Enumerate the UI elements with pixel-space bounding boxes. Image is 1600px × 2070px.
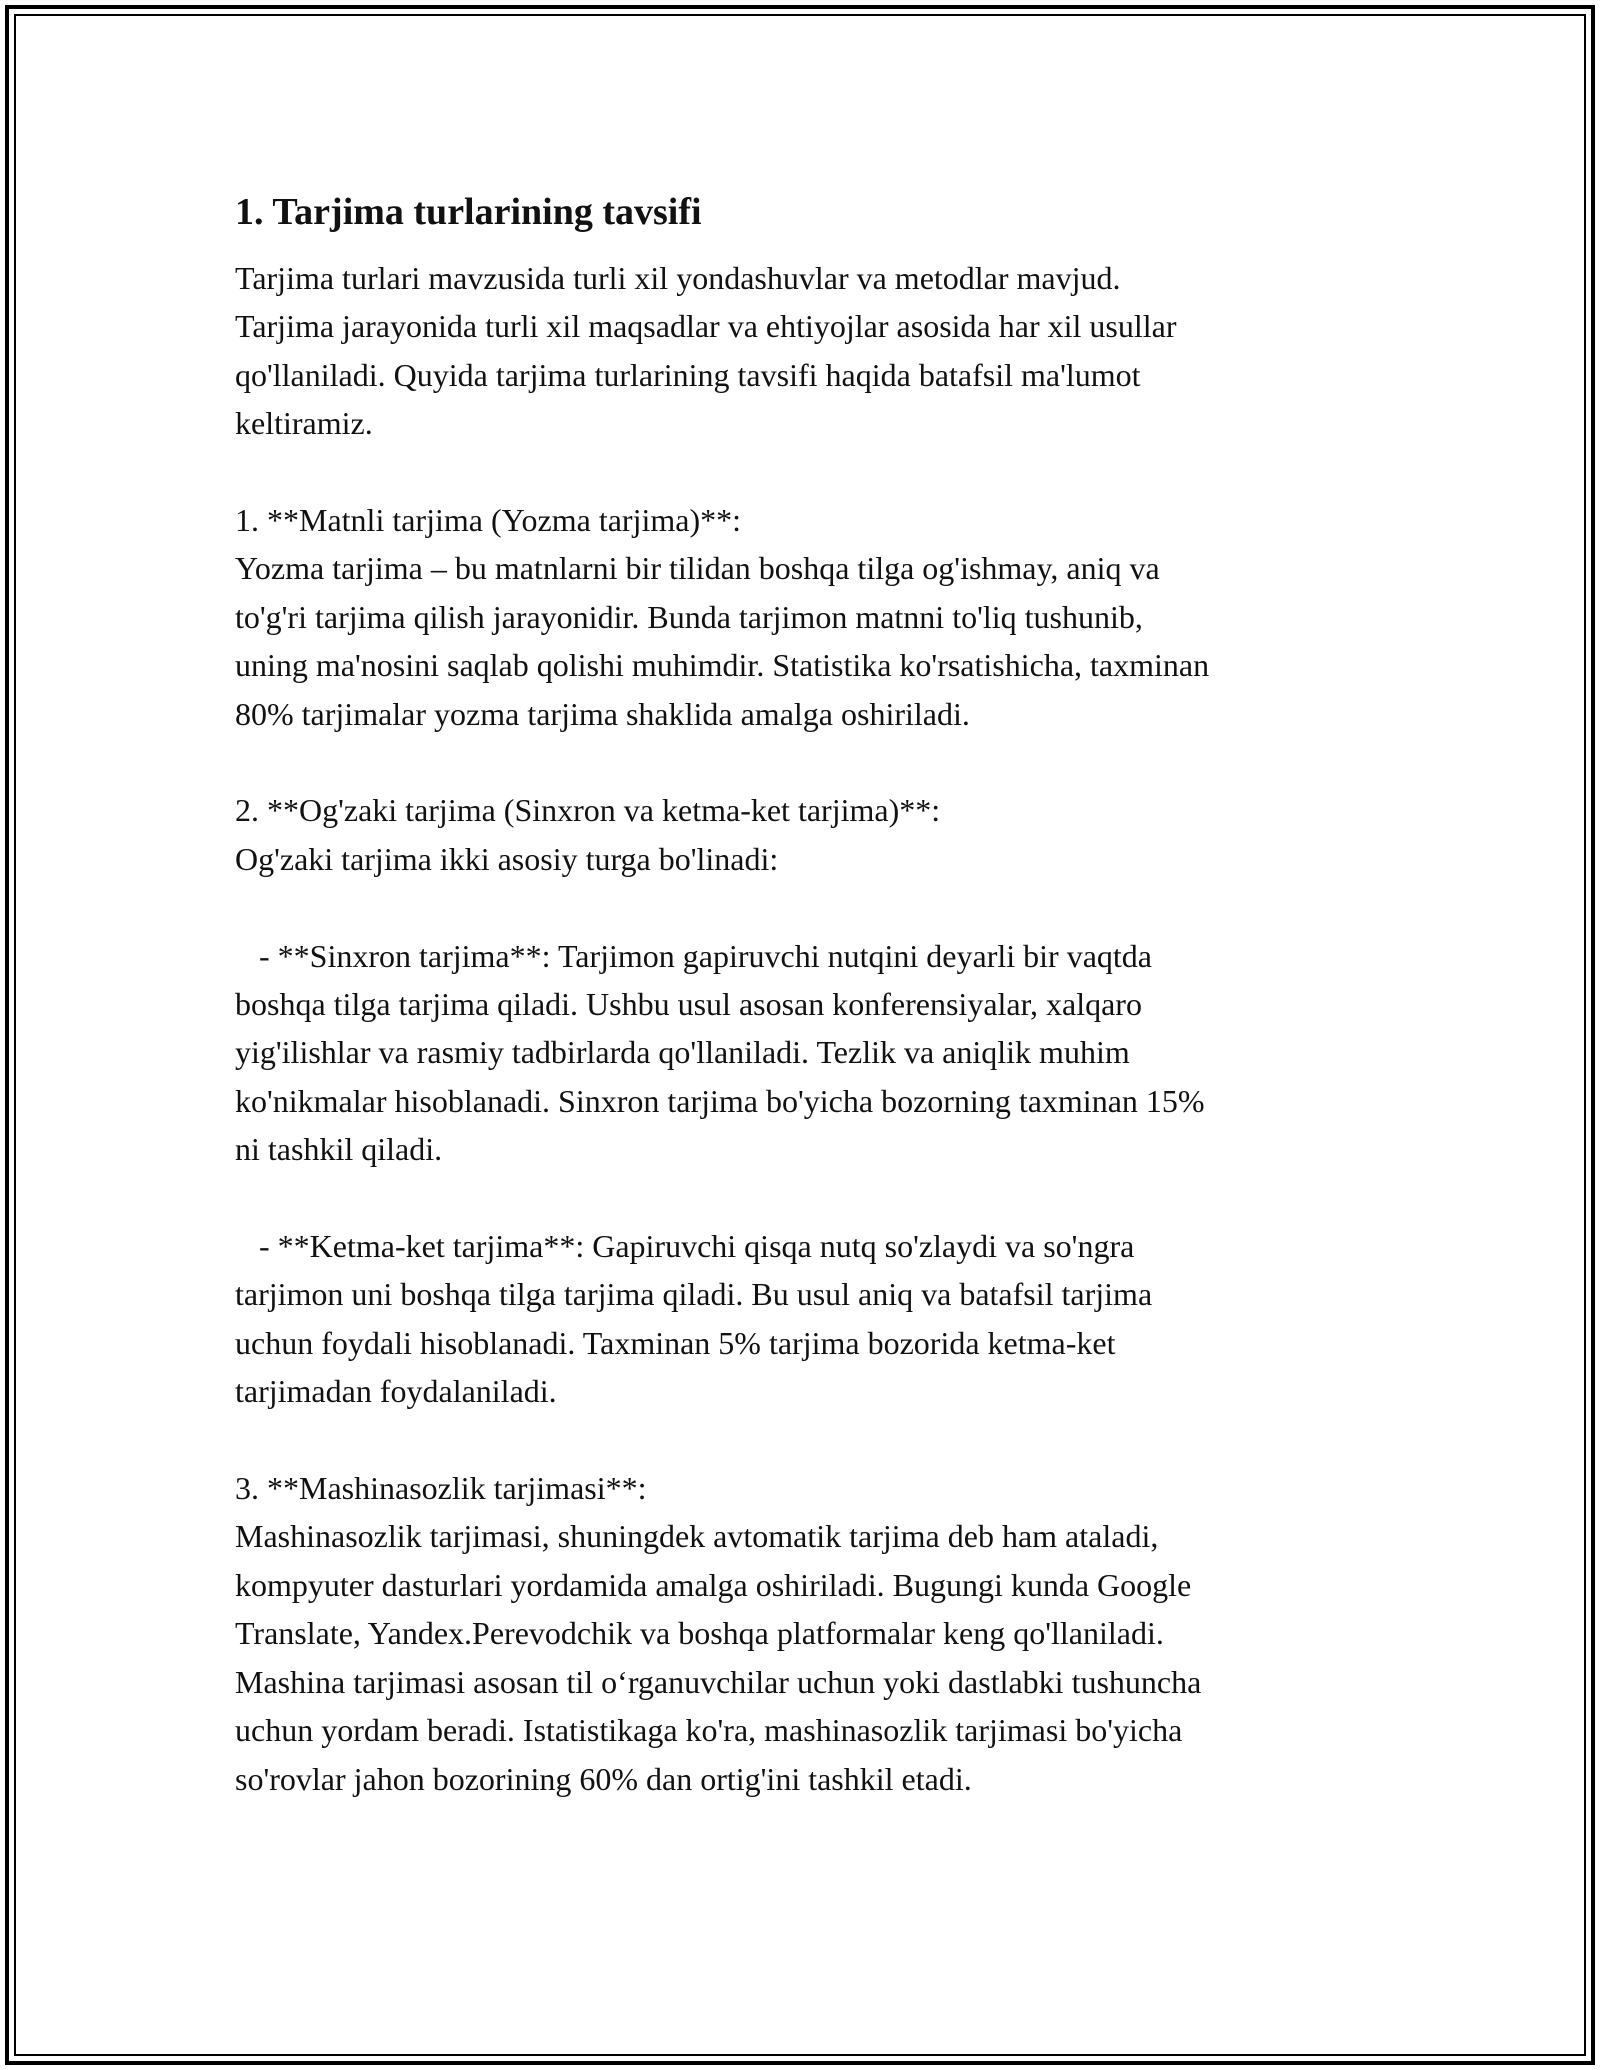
text-line: Og'zaki tarjima ikki asosiy turga bo'linadi: xyxy=(235,840,779,877)
text-line: Translate, Yandex.Perevodchik va boshqa platformalar keng qo'llaniladi. xyxy=(235,1615,1164,1652)
text-line: uning ma'nosini saqlab qolishi muhimdir. Statistika ko'rsatishicha, taxminan xyxy=(235,647,1210,684)
text-line: to'g'ri tarjima qilish jarayonidir. Bunda tarjimon matnni to'liq tushunib, xyxy=(235,598,1143,635)
section-heading: 3. **Mashinasozlik tarjimasi**: xyxy=(235,1470,647,1507)
text-line: qo'llaniladi. Quyida tarjima turlarining tavsifi haqida batafsil ma'lumot xyxy=(235,356,1141,393)
subsection-consecutive xyxy=(235,1222,1375,1416)
text-line: kompyuter dasturlari yordamida amalga oshiriladi. Bugungi kunda Google xyxy=(235,1566,1192,1603)
intro-paragraph xyxy=(235,254,1375,448)
section-machine-translation xyxy=(235,1464,1375,1803)
text-line: keltiramiz. xyxy=(235,405,373,442)
text-line: boshqa tilga tarjima qiladi. Ushbu usul asosan konferensiyalar, xalqaro xyxy=(235,986,1142,1023)
text-line: tarjimadan foydalaniladi. xyxy=(235,1373,557,1410)
text-line: tarjimon uni boshqa tilga tarjima qiladi. Bu usul aniq va batafsil tarjima xyxy=(235,1276,1153,1313)
document-title: 1. Tarjima turlarining tavsifi xyxy=(235,191,702,233)
section-written-translation xyxy=(235,496,1375,738)
paragraph-gap xyxy=(235,738,1375,786)
text-line: - **Sinxron tarjima**: Tarjimon gapiruvchi nutqini deyarli bir vaqtda xyxy=(235,937,1152,974)
section-heading: 1. **Matnli tarjima (Yozma tarjima)**: xyxy=(235,502,741,539)
text-line: Mashina tarjimasi asosan til o‘rganuvchilar uchun yoki dastlabki tushuncha xyxy=(235,1663,1202,1700)
text-line: Tarjima turlari mavzusida turli xil yondashuvlar va metodlar mavjud. xyxy=(235,260,1121,296)
document-body xyxy=(235,186,1375,1803)
text-line: ko'nikmalar hisoblanadi. Sinxron tarjima bo'yicha bozorning taxminan 15% xyxy=(235,1082,1205,1119)
paragraph-gap xyxy=(235,448,1375,496)
text-line: yig'ilishlar va rasmiy tadbirlarda qo'llaniladi. Tezlik va aniqlik muhim xyxy=(235,1034,1130,1071)
subsection-simultaneous xyxy=(235,932,1375,1174)
paragraph-gap xyxy=(235,1416,1375,1464)
section-heading: 2. **Og'zaki tarjima (Sinxron va ketma-ket tarjima)**: xyxy=(235,792,941,829)
text-line: ni tashkil qiladi. xyxy=(235,1131,443,1168)
text-line: uchun yordam beradi. Istatistikaga ko'ra, mashinasozlik tarjimasi bo'yicha xyxy=(235,1712,1183,1749)
text-line: Mashinasozlik tarjimasi, shuningdek avtomatik tarjima deb ham ataladi, xyxy=(235,1518,1159,1555)
paragraph-gap xyxy=(235,883,1375,931)
text-line: 80% tarjimalar yozma tarjima shaklida amalga oshiriladi. xyxy=(235,695,970,732)
text-line: Tarjima jarayonida turli xil maqsadlar va ehtiyojlar asosida har xil usullar xyxy=(235,308,1177,345)
text-line: so'rovlar jahon bozorining 60% dan ortig'ini tashkil etadi. xyxy=(235,1760,972,1797)
section-oral-translation xyxy=(235,786,1375,1415)
paragraph-gap xyxy=(235,1174,1375,1222)
text-line: uchun foydali hisoblanadi. Taxminan 5% tarjima bozorida ketma-ket xyxy=(235,1324,1116,1361)
text-line: Yozma tarjima – bu matnlarni bir tilidan boshqa tilga og'ishmay, aniq va xyxy=(235,550,1160,587)
text-line: - **Ketma-ket tarjima**: Gapiruvchi qisqa nutq so'zlaydi va so'ngra xyxy=(235,1228,1135,1265)
